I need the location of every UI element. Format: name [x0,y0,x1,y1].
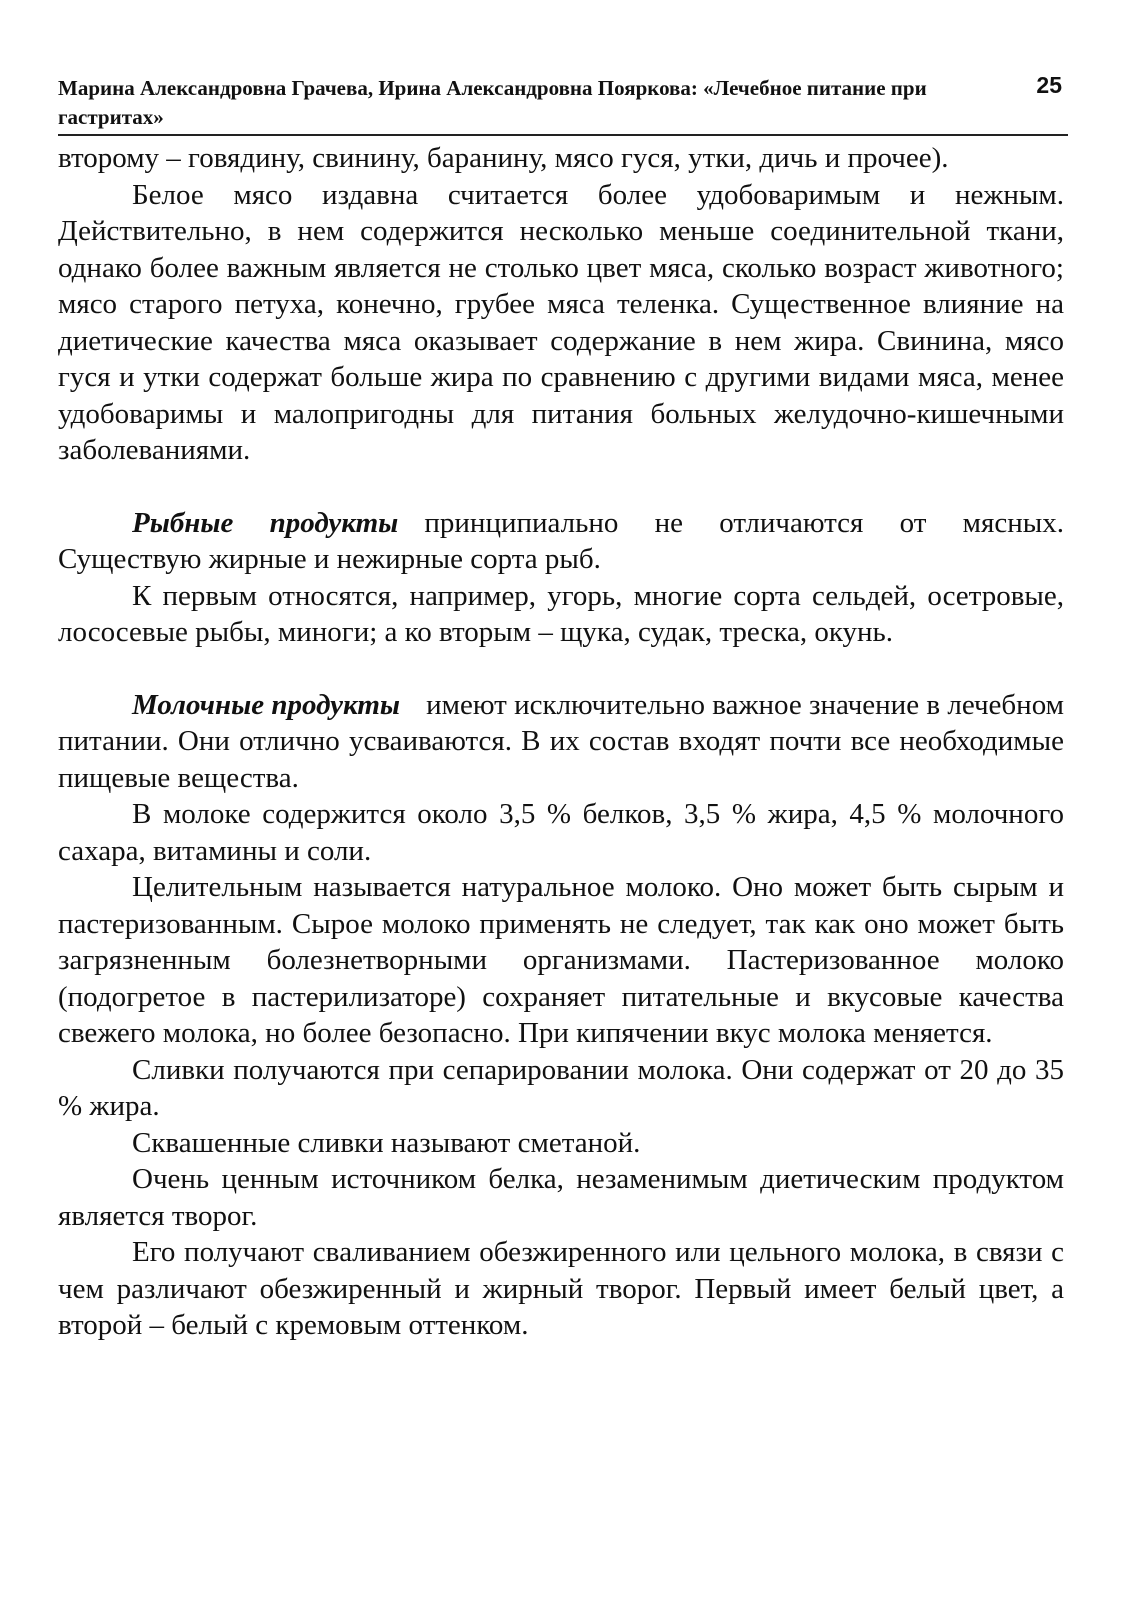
paragraph: второму – говядину, свинину, баранину, мясо гуся, утки, дичь и прочее). [58,142,949,174]
header-title: Марина Александровна Грачева, Ирина Александровна Пояркова: «Лечебное питание при гастритах» [58,76,927,129]
paragraph: Сливки получаются при сепарировании молока. Они содержат от 20 до 35 % жира. [58,1053,1064,1122]
paragraph-text: принципиально не отличаются от мясных. Существую жирные и нежирные сорта рыб. [58,506,1064,575]
body-text [58,140,1064,1344]
paragraph: В молоке содержится около 3,5 % белков, 3,5 % жира, 4,5 % молочного сахара, витамины и соли. [58,798,1064,867]
paragraph: Целительным называется натуральное молоко. Оно может быть сырым и пастеризованным. Сырое молоко применять не следует, так как оно может быть загрязненным болезнетворными организмами. Пастеризованное молоко (подогретое в пастерилизаторе) сохраняет питательные и вкусовые качества свежего молока, но более безопасно. При кипячении вкус молока меняется. [58,871,1064,1049]
paragraph: Сквашенные сливки называют сметаной. [132,1126,641,1159]
paragraph-text: имеют исключительно важное значение в лечебном питании. Они отлично усваиваются. В их состав входят почти все необходимые пищевые вещества. [58,688,1064,794]
paragraph: Белое мясо издавна считается более удобоваримым и нежным. Действительно, в нем содержится несколько меньше соединительной ткани, однако более важным является не столько цвет мяса, сколько возраст животного; мясо старого петуха, конечно, грубее мяса теленка. Существенное влияние на диетические качества мяса оказывает содержание в нем жира. Свинина, мясо гуся и утки содержат больше жира по сравнению с другими видами мяса, менее удобоваримы и малопригодны для питания больных желудочно-кишечными заболеваниями. [58,178,1064,466]
term-dairy-products: Молочные продукты [132,688,401,721]
paragraph: Его получают свaливанием обезжиренного или цельного молока, в связи с чем различают обезжиренный и жирный творог. Первый имеет белый цвет, а второй – белый с кремовым оттенком. [58,1236,1064,1341]
running-header [58,74,1068,136]
term-fish-products: Рыбные продукты [132,506,399,539]
paragraph: К первым относятся, например, угорь, многие сорта сельдей, осетровые, лососевые рыбы, миноги; а ко вторым – щука, судак, треска, окунь. [58,579,1064,648]
paragraph: Очень ценным источником белка, незаменимым диетическим продуктом является творог. [58,1163,1064,1232]
document-page [58,0,1068,1601]
paragraph-dairy-products [58,687,1064,797]
paragraph-fish-products [58,505,1064,578]
page-number: 25 [1036,72,1062,98]
